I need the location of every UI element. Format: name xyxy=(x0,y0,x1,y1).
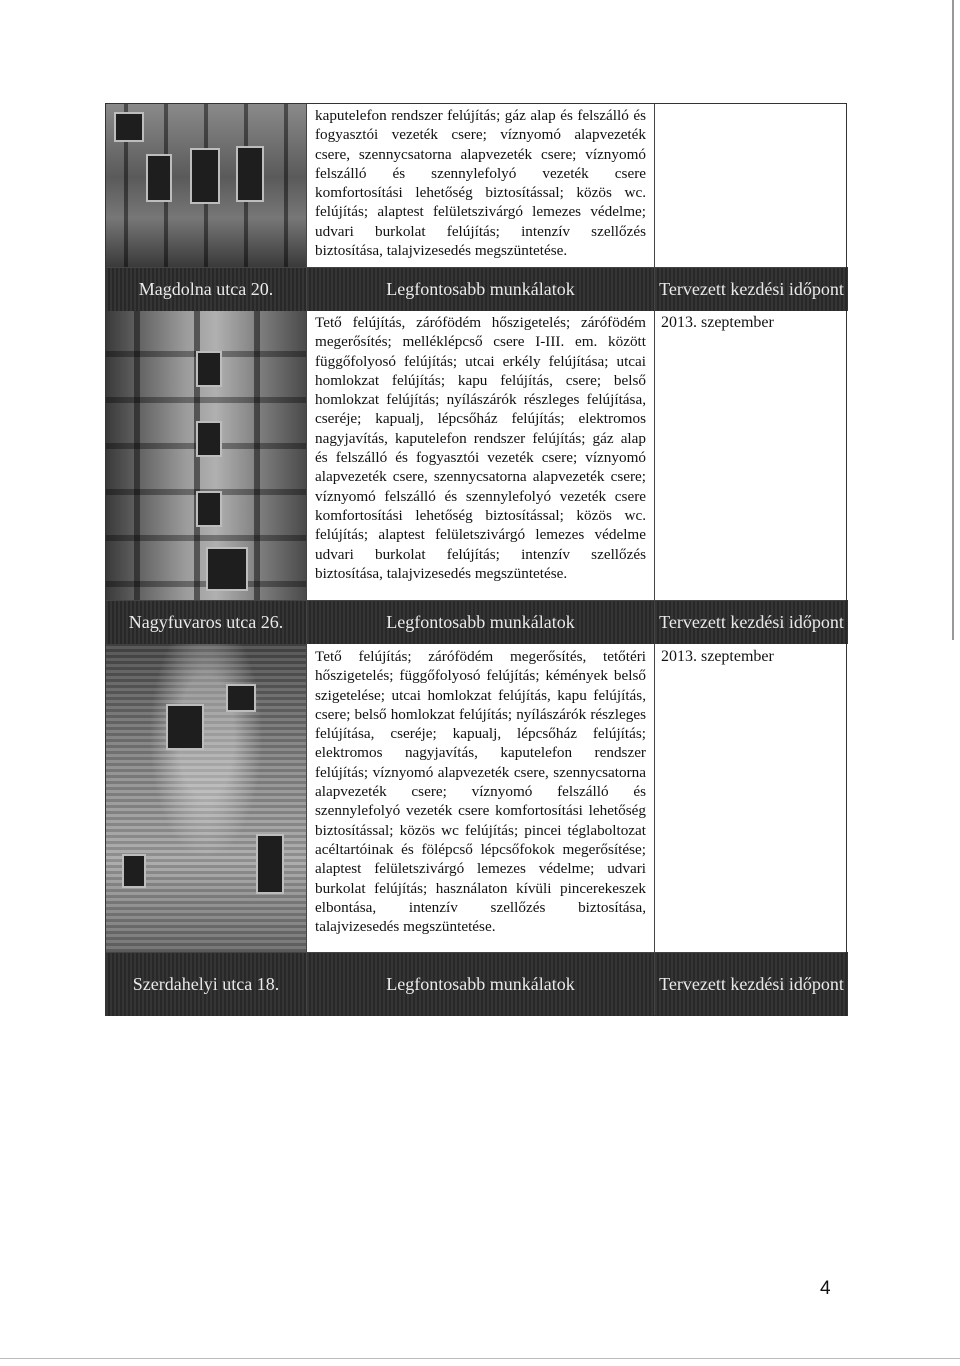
address-label: Nagyfuvaros utca 26. xyxy=(106,600,306,644)
start-date-header: Tervezett kezdési időpont xyxy=(655,600,848,644)
works-text-magdolna: Tető felújítás, zárófödém hőszigetelés; zárófödém megerősítés; melléklépcső csere I-III. em. között függőfolyosó felújítás; utcai erkély felújítása; utcai homlokzat felújítás; kapu felújítás, csere; belső homlokzat felújítás; nyílászárók részleges felújítása, cseréje; kapualj, lépcsőház felújítás; elektromos nagyjavítás, kaputelefon rendszer felújítás; gáz alap és felszálló és fogyasztói vezeték csere; víznyomó alapvezeték csere, szennycsatorna alapvezeték csere; víznyomó felszálló és szennylefolyó vezeték csere komfortosítási lehetőség biztosítással; közös wc. felújítás; alaptest felületszivárgó lemezes védelme udvari burkolat felújítás; intenzív szellőzés biztosítása, talajvizesedés megszüntetése. xyxy=(315,314,646,582)
scan-edge xyxy=(0,1358,960,1359)
building-photo-nagyfuvaros xyxy=(106,644,306,952)
address-label: Szerdahelyi utca 18. xyxy=(106,952,306,1016)
works-text-nagyfuvaros: Tető felújítás; zárófödém megerősítés, tetőtéri hőszigetelés; függőfolyosó felújítás; kémények belső szigetelése; utcai homlokzat felújítás, kapu felújítás, csere; belső homlokzat felújítás; nyílászárók részleges felújítása, cseréje; kapualj, lépcsőház felújítás; elektromos nagyjavítás, kaputelefon rendszer felújítás; víznyomó alapvezeték csere, szennycsatorna alapvezeték csere; víznyomó felszálló és szennylefolyó vezeték csere komfortosítási lehetőség biztosítással; közös wc felújítás; pincei téglaboltozat acéltartóinak és fölépcső lépcsőfokok megerősítése; alaptest felületszivárgó lemezes védelme; udvari burkolat felújítás; használaton kívüli pincerekeszek elbontása, intenzív szellőzés biztosítása, talajvizesedés megszüntetése. xyxy=(315,648,646,936)
works-header: Legfontosabb munkálatok xyxy=(307,952,654,1016)
building-photo-magdolna xyxy=(106,311,306,600)
column-divider xyxy=(654,104,655,1015)
building-photo-previous xyxy=(106,104,306,267)
works-header: Legfontosabb munkálatok xyxy=(307,267,654,311)
start-date-magdolna: 2013. szeptember xyxy=(661,314,774,331)
address-label: Magdolna utca 20. xyxy=(106,267,306,311)
scan-edge xyxy=(952,0,954,640)
works-text-previous: kaputelefon rendszer felújítás; gáz alap és felszálló és fogyasztói vezeték csere; víznyomó alapvezeték csere, szennycsatorna alapvezeték csere; víznyomó felszálló és szennylefolyó vezeték csere komfortosítási lehetőség biztosítással; közös wc. felújítás; alaptest felületszivárgó lemezes védelme; udvari burkolat felújítás; intenzív szellőzés biztosítása, talajvizesedés megszüntetése. xyxy=(315,107,646,260)
renovation-table xyxy=(105,103,847,1016)
page-number: 4 xyxy=(820,1278,831,1299)
start-date-header: Tervezett kezdési időpont xyxy=(655,267,848,311)
works-header: Legfontosabb munkálatok xyxy=(307,600,654,644)
start-date-header: Tervezett kezdési időpont xyxy=(655,952,848,1016)
start-date-nagyfuvaros: 2013. szeptember xyxy=(661,648,774,665)
